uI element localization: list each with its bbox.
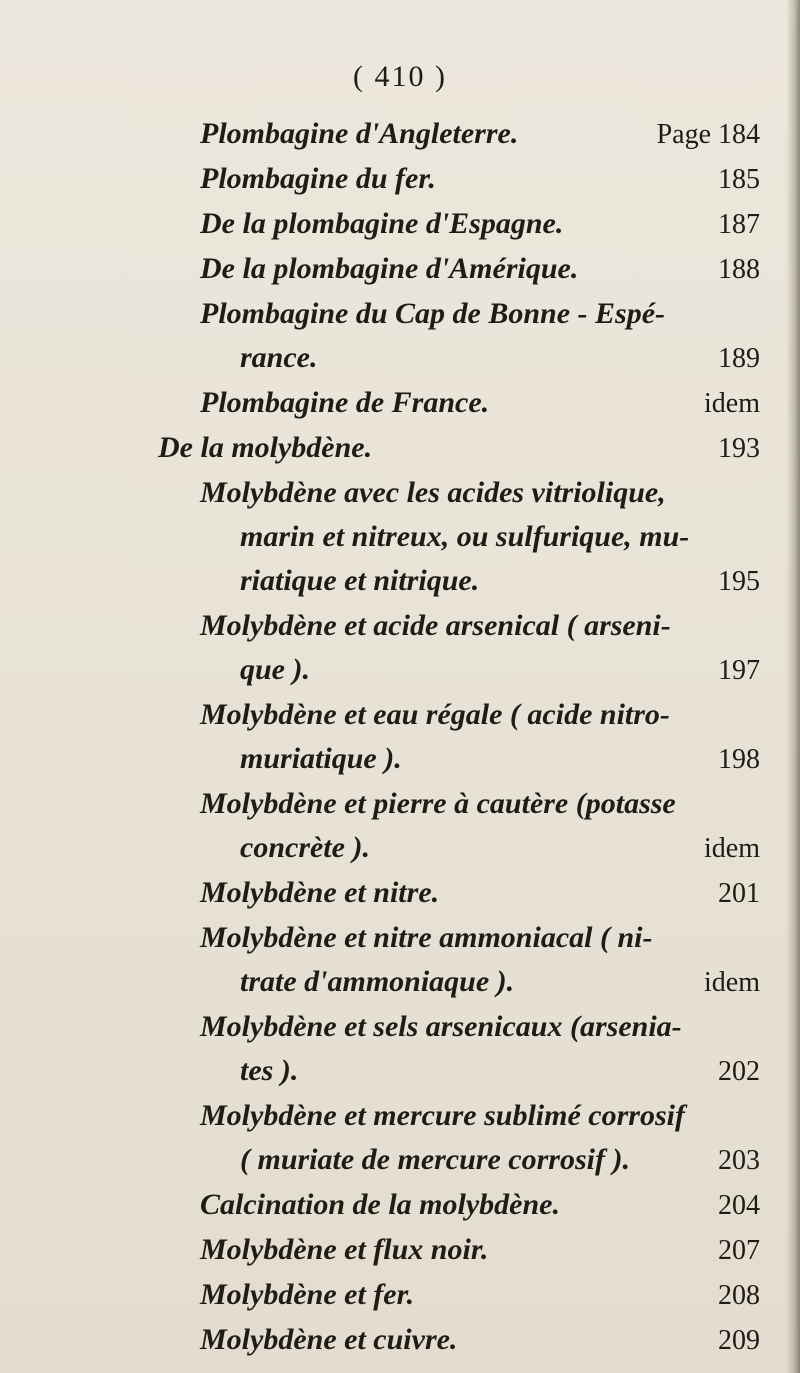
toc-entry xyxy=(200,693,760,782)
toc-entry-title: tes ). xyxy=(240,1054,299,1087)
toc-entry-title: Molybdène et acide arsenical ( arseni- xyxy=(200,609,671,642)
toc-entry-line xyxy=(200,292,760,336)
toc-entry-line xyxy=(200,112,760,157)
toc-entry-line xyxy=(200,693,760,737)
toc-entry-line xyxy=(200,247,760,292)
toc-entry xyxy=(200,916,760,1005)
toc-entry-line xyxy=(200,559,760,604)
toc-entry-title: rance. xyxy=(240,341,318,374)
table-of-contents xyxy=(158,112,760,1363)
toc-entry-title: Molybdène et fer. xyxy=(200,1278,415,1311)
toc-page-number: 208 xyxy=(718,1280,760,1311)
toc-entry-title: Molybdène et pierre à cautère (potasse xyxy=(200,787,676,820)
toc-entry-title: Molybdène et nitre. xyxy=(200,876,440,909)
toc-entry-line xyxy=(200,515,760,559)
toc-entry xyxy=(200,157,760,202)
toc-entry-line xyxy=(200,1273,760,1318)
toc-entry-title: Calcination de la molybdène. xyxy=(200,1188,560,1221)
toc-page-number: 197 xyxy=(718,655,760,686)
toc-entry xyxy=(200,604,760,693)
toc-page-number: 204 xyxy=(718,1190,760,1221)
toc-entry-line xyxy=(200,1049,760,1094)
toc-entry xyxy=(200,292,760,381)
toc-entry-title: Plombagine du Cap de Bonne - Espé- xyxy=(200,297,666,330)
toc-page-number: 201 xyxy=(718,878,760,909)
toc-entry-line xyxy=(200,381,760,426)
toc-entry-title: Molybdène et nitre ammoniacal ( ni- xyxy=(200,921,653,954)
page-header: ( 410 ) xyxy=(353,60,447,93)
toc-entry xyxy=(158,426,760,471)
toc-entry-line xyxy=(200,871,760,916)
toc-entry-title: riatique et nitrique. xyxy=(240,564,480,597)
toc-entry xyxy=(200,1318,760,1363)
toc-entry-title: Molybdène et mercure sublimé corrosif xyxy=(200,1099,685,1132)
toc-page-number: 202 xyxy=(718,1056,760,1087)
toc-entry-line xyxy=(200,737,760,782)
toc-page-number: 207 xyxy=(718,1235,760,1266)
toc-entry-title: trate d'ammoniaque ). xyxy=(240,965,515,998)
toc-entry-line xyxy=(200,202,760,247)
toc-entry-line xyxy=(200,471,760,515)
toc-page-number: Page 184 xyxy=(656,119,760,150)
toc-page-number: 195 xyxy=(718,566,760,597)
toc-entry xyxy=(200,871,760,916)
toc-entry-title: Molybdène avec les acides vitriolique, xyxy=(200,476,666,509)
toc-entry xyxy=(200,1273,760,1318)
toc-entry xyxy=(200,1094,760,1183)
toc-entry xyxy=(200,1183,760,1228)
toc-entry-line xyxy=(200,1005,760,1049)
toc-page-number: 203 xyxy=(718,1145,760,1176)
toc-page-number: 209 xyxy=(718,1325,760,1356)
toc-entry-line xyxy=(158,426,760,471)
toc-entry xyxy=(200,112,760,157)
toc-page-number: idem xyxy=(704,967,760,998)
toc-entry-title: Molybdène et sels arsenicaux (arsenia- xyxy=(200,1010,682,1043)
toc-entry-line xyxy=(200,826,760,871)
toc-entry-title: marin et nitreux, ou sulfurique, mu- xyxy=(240,520,690,553)
toc-entry-title: que ). xyxy=(240,653,310,686)
toc-page-number: 193 xyxy=(718,433,760,464)
toc-entry-title: concrète ). xyxy=(240,831,370,864)
toc-entry-title: muriatique ). xyxy=(240,742,402,775)
toc-entry-title: De la plombagine d'Amérique. xyxy=(200,252,579,285)
toc-entry-line xyxy=(200,336,760,381)
toc-entry-line xyxy=(200,1094,760,1138)
toc-entry-title: Plombagine de France. xyxy=(200,386,490,419)
toc-page-number: 188 xyxy=(718,254,760,285)
toc-entry-title: Plombagine du fer. xyxy=(200,162,436,195)
toc-page-number: 189 xyxy=(718,343,760,374)
toc-entry-title: ( muriate de mercure corrosif ). xyxy=(240,1143,630,1176)
toc-entry xyxy=(200,1005,760,1094)
toc-entry-title: Molybdène et flux noir. xyxy=(200,1233,489,1266)
toc-page-number: 187 xyxy=(718,209,760,240)
toc-entry xyxy=(200,471,760,604)
toc-entry-title: De la molybdène. xyxy=(158,431,373,464)
toc-entry-line xyxy=(200,157,760,202)
toc-entry-line xyxy=(200,960,760,1005)
toc-entry-line xyxy=(200,916,760,960)
toc-entry-line xyxy=(200,1318,760,1363)
toc-entry xyxy=(200,1228,760,1273)
toc-entry-line xyxy=(200,648,760,693)
toc-entry xyxy=(200,247,760,292)
toc-entry-line xyxy=(200,604,760,648)
toc-entry-title: Plombagine d'Angleterre. xyxy=(200,117,519,150)
toc-entry xyxy=(200,202,760,247)
toc-entry-title: De la plombagine d'Espagne. xyxy=(200,207,564,240)
page-edge-shadow xyxy=(786,0,800,1373)
toc-entry-line xyxy=(200,782,760,826)
toc-page-number: 198 xyxy=(718,744,760,775)
toc-page-number: idem xyxy=(704,833,760,864)
toc-entry-line xyxy=(200,1138,760,1183)
toc-entry-line xyxy=(200,1183,760,1228)
toc-entry-title: Molybdène et cuivre. xyxy=(200,1323,458,1356)
toc-entry-line xyxy=(200,1228,760,1273)
toc-entry xyxy=(200,381,760,426)
toc-page-number: 185 xyxy=(718,164,760,195)
toc-page-number: idem xyxy=(704,388,760,419)
toc-entry xyxy=(200,782,760,871)
toc-entry-title: Molybdène et eau régale ( acide nitro- xyxy=(200,698,670,731)
